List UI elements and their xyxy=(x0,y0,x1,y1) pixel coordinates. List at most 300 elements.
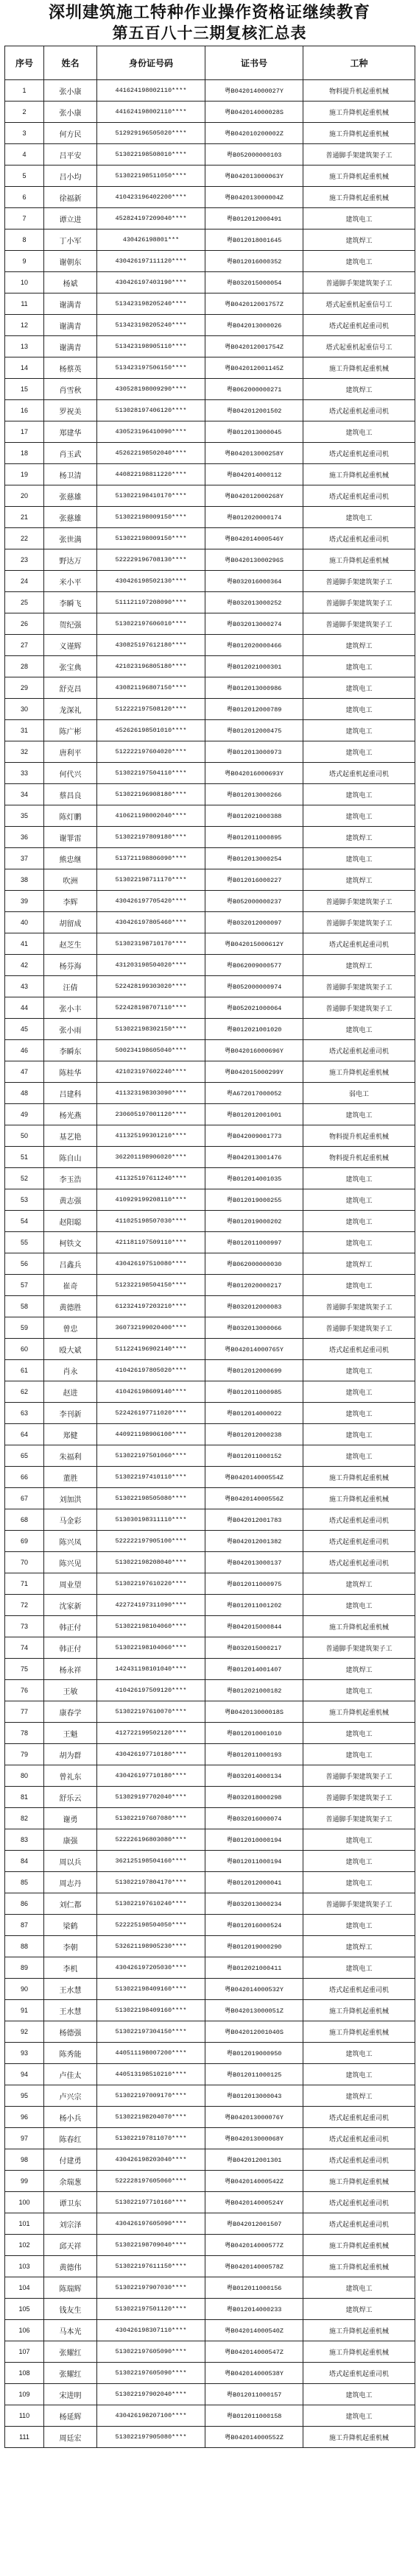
row-id-number: 430426197710180**** xyxy=(97,1744,205,1765)
row-trade: 塔式起重机起重司机 xyxy=(303,2192,415,2213)
row-trade: 建筑焊工 xyxy=(303,955,415,976)
row-cert-number: 粤B012011000985 xyxy=(205,1381,303,1403)
row-name: 崔奇 xyxy=(44,1275,97,1296)
row-name: 肖永 xyxy=(44,1360,97,1381)
row-trade: 建筑电工 xyxy=(303,1445,415,1467)
table-row xyxy=(5,2064,415,2085)
row-cert-number: 粤B012011001202 xyxy=(205,1595,303,1616)
row-id-number: 513022197610220**** xyxy=(97,1573,205,1595)
row-index: 12 xyxy=(5,315,44,336)
row-name: 黄德伟 xyxy=(44,2256,97,2277)
table-row xyxy=(5,123,415,144)
row-cert-number: 粤B012013000266 xyxy=(205,784,303,805)
row-name: 杨芬海 xyxy=(44,955,97,976)
row-index: 61 xyxy=(5,1360,44,1381)
row-cert-number: 粤B052000000103 xyxy=(205,144,303,166)
row-name: 吕建科 xyxy=(44,1083,97,1104)
row-name: 卢兴宗 xyxy=(44,2085,97,2107)
row-index: 74 xyxy=(5,1637,44,1659)
row-trade: 建筑焊工 xyxy=(303,230,415,251)
table-row xyxy=(5,2427,415,2448)
row-name: 张耀红 xyxy=(44,2363,97,2384)
row-index: 85 xyxy=(5,1872,44,1893)
row-trade: 建筑电工 xyxy=(303,656,415,677)
row-index: 37 xyxy=(5,848,44,869)
row-trade: 建筑焊工 xyxy=(303,379,415,400)
row-name: 王魁 xyxy=(44,1723,97,1744)
row-index: 70 xyxy=(5,1552,44,1573)
row-trade: 塔式起重机起重司机 xyxy=(303,933,415,955)
row-name: 丁小军 xyxy=(44,230,97,251)
table-row xyxy=(5,1147,415,1168)
row-index: 56 xyxy=(5,1253,44,1275)
row-name: 陈兴凤 xyxy=(44,1531,97,1552)
row-id-number: 430426197710180**** xyxy=(97,1765,205,1787)
table-row xyxy=(5,1744,415,1765)
row-id-number: 440921198906100**** xyxy=(97,1424,205,1445)
table-row xyxy=(5,400,415,421)
row-id-number: 410929199208110**** xyxy=(97,1189,205,1211)
row-id-number: 522428199303020**** xyxy=(97,976,205,997)
row-id-number: 513423198905110**** xyxy=(97,336,205,357)
table-row xyxy=(5,251,415,272)
row-id-number: 513022197907030**** xyxy=(97,2277,205,2299)
row-id-number: 513023198710170**** xyxy=(97,933,205,955)
row-id-number: 421023197602240**** xyxy=(97,1061,205,1083)
row-name: 韩正付 xyxy=(44,1616,97,1637)
row-cert-number: 粤B012014000022 xyxy=(205,1403,303,1424)
row-cert-number: 粤B042014000554Z xyxy=(205,1467,303,1488)
row-trade: 施工升降机起重机械 xyxy=(303,549,415,571)
row-name: 熊忠继 xyxy=(44,848,97,869)
row-cert-number: 粤B012016000352 xyxy=(205,251,303,272)
row-name: 蔡昌良 xyxy=(44,784,97,805)
table-row xyxy=(5,2043,415,2064)
row-id-number: 513022198009150**** xyxy=(97,507,205,528)
row-cert-number: 粤B042012001301 xyxy=(205,2149,303,2171)
table-row xyxy=(5,2171,415,2192)
row-cert-number: 粤B012019000202 xyxy=(205,1211,303,1232)
row-trade: 普通脚手架建筑架子工 xyxy=(303,613,415,635)
row-index: 44 xyxy=(5,997,44,1019)
row-name: 马金彩 xyxy=(44,1509,97,1531)
row-id-number: 412722199502120**** xyxy=(97,1723,205,1744)
row-cert-number: 粤B042012001754Z xyxy=(205,336,303,357)
row-cert-number: 粤B012011000156 xyxy=(205,2277,303,2299)
row-cert-number: 粤B012011000975 xyxy=(205,1573,303,1595)
row-name: 谢满青 xyxy=(44,315,97,336)
table-row xyxy=(5,485,415,507)
row-name: 赵进 xyxy=(44,1381,97,1403)
row-index: 62 xyxy=(5,1381,44,1403)
row-index: 59 xyxy=(5,1317,44,1339)
table-row xyxy=(5,443,415,464)
row-trade: 施工升降机起重机械 xyxy=(303,187,415,208)
row-cert-number: 粤B062009000577 xyxy=(205,955,303,976)
row-trade: 普通脚手架建筑架子工 xyxy=(303,1893,415,1915)
row-id-number: 430426197805460**** xyxy=(97,912,205,933)
row-id-number: 513022198302150**** xyxy=(97,1019,205,1040)
header-index: 序号 xyxy=(5,46,44,80)
row-name: 王水慧 xyxy=(44,1979,97,2000)
row-trade: 建筑电工 xyxy=(303,1019,415,1040)
row-cert-number: 粤B012011000158 xyxy=(205,2405,303,2427)
row-index: 36 xyxy=(5,827,44,848)
row-cert-number: 粤B012011000157 xyxy=(205,2384,303,2405)
row-index: 75 xyxy=(5,1659,44,1680)
row-index: 69 xyxy=(5,1531,44,1552)
row-trade: 物料提升机起重机械 xyxy=(303,1125,415,1147)
row-cert-number: 粤B042013000258Y xyxy=(205,443,303,464)
table-row xyxy=(5,1040,415,1061)
row-index: 48 xyxy=(5,1083,44,1104)
row-name: 张小丰 xyxy=(44,997,97,1019)
row-name: 曾忠 xyxy=(44,1317,97,1339)
table-row xyxy=(5,1317,415,1339)
table-row xyxy=(5,464,415,485)
row-name: 野达万 xyxy=(44,549,97,571)
row-name: 周业望 xyxy=(44,1573,97,1595)
row-name: 柯铁文 xyxy=(44,1232,97,1253)
table-row xyxy=(5,2213,415,2235)
row-index: 81 xyxy=(5,1787,44,1808)
row-cert-number: 粤B012019000290 xyxy=(205,1936,303,1957)
row-id-number: 430426198307110**** xyxy=(97,2320,205,2341)
row-name: 罗祝美 xyxy=(44,400,97,421)
row-name: 杨光燕 xyxy=(44,1104,97,1125)
row-id-number: 513022197811070**** xyxy=(97,2128,205,2149)
row-cert-number: 粤B042014000532Y xyxy=(205,1979,303,2000)
row-trade: 普通脚手架建筑架子工 xyxy=(303,1787,415,1808)
row-cert-number: 粤B042014000542Z xyxy=(205,2171,303,2192)
row-trade: 建筑电工 xyxy=(303,208,415,230)
row-index: 73 xyxy=(5,1616,44,1637)
row-index: 84 xyxy=(5,1851,44,1872)
row-name: 陈广彬 xyxy=(44,720,97,741)
row-name: 谢罪雷 xyxy=(44,827,97,848)
row-name: 李机 xyxy=(44,1957,97,1979)
row-id-number: 452824197209040**** xyxy=(97,208,205,230)
row-id-number: 430426197403190**** xyxy=(97,272,205,293)
table-row xyxy=(5,1467,415,1488)
document-title xyxy=(0,0,419,43)
row-trade: 塔式起重机起重司机 xyxy=(303,763,415,784)
row-index: 66 xyxy=(5,1467,44,1488)
row-name: 郑健 xyxy=(44,1424,97,1445)
row-id-number: 513022197501060**** xyxy=(97,1445,205,1467)
row-id-number: 513022198104060**** xyxy=(97,1637,205,1659)
row-id-number: 513721198806090**** xyxy=(97,848,205,869)
table-row xyxy=(5,336,415,357)
row-trade: 施工升降机起重机械 xyxy=(303,2256,415,2277)
row-name: 付建勇 xyxy=(44,2149,97,2171)
row-id-number: 513029197702040**** xyxy=(97,1787,205,1808)
table-row xyxy=(5,1488,415,1509)
row-id-number: 522222197905100**** xyxy=(97,1531,205,1552)
row-trade: 施工升降机起重机械 xyxy=(303,464,415,485)
row-index: 86 xyxy=(5,1893,44,1915)
row-index: 23 xyxy=(5,549,44,571)
row-index: 57 xyxy=(5,1275,44,1296)
row-index: 4 xyxy=(5,144,44,166)
row-cert-number: 粤B042012000268Y xyxy=(205,485,303,507)
table-row xyxy=(5,1595,415,1616)
table-row xyxy=(5,2256,415,2277)
row-trade: 塔式起重机起重司机 xyxy=(303,1509,415,1531)
row-cert-number: 粤B012014000233 xyxy=(205,2299,303,2320)
row-id-number: 513423198205240**** xyxy=(97,315,205,336)
title-line-2: 第五百八十三期复核汇总表 xyxy=(112,24,307,42)
table-row xyxy=(5,2341,415,2363)
row-name: 韩正付 xyxy=(44,1637,97,1659)
row-trade: 施工升降机起重机械 xyxy=(303,2341,415,2363)
row-cert-number: 粤B012021000411 xyxy=(205,1957,303,1979)
row-trade: 塔式起重机起重司机 xyxy=(303,400,415,421)
row-trade: 建筑电工 xyxy=(303,1403,415,1424)
row-cert-number: 粤B042014000546Y xyxy=(205,528,303,549)
row-index: 96 xyxy=(5,2107,44,2128)
row-trade: 施工升降机起重机械 xyxy=(303,2320,415,2341)
table-row xyxy=(5,2128,415,2149)
row-id-number: 513022198410170**** xyxy=(97,485,205,507)
table-row xyxy=(5,1445,415,1467)
row-index: 30 xyxy=(5,699,44,720)
row-cert-number: 粤B042014000524Y xyxy=(205,2192,303,2213)
row-trade: 建筑电工 xyxy=(303,1915,415,1936)
row-trade: 建筑电工 xyxy=(303,2277,415,2299)
table-row xyxy=(5,1211,415,1232)
table-row xyxy=(5,357,415,379)
table-row xyxy=(5,1019,415,1040)
row-cert-number: 粤B012020000174 xyxy=(205,507,303,528)
row-id-number: 430426197705420**** xyxy=(97,891,205,912)
row-trade: 普通脚手架建筑架子工 xyxy=(303,1765,415,1787)
row-id-number: 513022198709040**** xyxy=(97,2235,205,2256)
row-name: 何方民 xyxy=(44,123,97,144)
row-name: 龙深礼 xyxy=(44,699,97,720)
row-id-number: 513022198711170**** xyxy=(97,869,205,891)
row-cert-number: 粤B052000000237 xyxy=(205,891,303,912)
table-row xyxy=(5,1125,415,1147)
row-cert-number: 粤B012020000466 xyxy=(205,635,303,656)
row-cert-number: 粤B012013000045 xyxy=(205,421,303,443)
row-id-number: 500234198605040**** xyxy=(97,1040,205,1061)
row-cert-number: 粤B012011000125 xyxy=(205,2064,303,2085)
row-name: 王敏 xyxy=(44,1680,97,1701)
row-name: 李玉浩 xyxy=(44,1168,97,1189)
row-cert-number: 粤B042012001783 xyxy=(205,1509,303,1531)
table-row xyxy=(5,1851,415,1872)
row-cert-number: 粤B042013000051Z xyxy=(205,2000,303,2021)
row-id-number: 513022198409160**** xyxy=(97,1979,205,2000)
row-trade: 建筑电工 xyxy=(303,741,415,763)
row-cert-number: 粤B042013000004Z xyxy=(205,187,303,208)
row-id-number: 511121197208090**** xyxy=(97,592,205,613)
row-name: 吕鑫兵 xyxy=(44,1253,97,1275)
row-name: 杨延辉 xyxy=(44,2405,97,2427)
row-cert-number: 粤B012011000194 xyxy=(205,1851,303,1872)
row-index: 108 xyxy=(5,2363,44,2384)
row-id-number: 452622198502040**** xyxy=(97,443,205,464)
row-id-number: 513022198511050**** xyxy=(97,166,205,187)
row-cert-number: 粤B012012000491 xyxy=(205,208,303,230)
table-row xyxy=(5,891,415,912)
row-index: 110 xyxy=(5,2405,44,2427)
row-cert-number: 粤B042014000028S xyxy=(205,102,303,123)
row-cert-number: 粤B042014000552Z xyxy=(205,2427,303,2448)
row-trade: 建筑电工 xyxy=(303,1360,415,1381)
row-name: 梁鹤 xyxy=(44,1915,97,1936)
row-trade: 施工升降机起重机械 xyxy=(303,2021,415,2043)
row-index: 101 xyxy=(5,2213,44,2235)
row-index: 17 xyxy=(5,421,44,443)
row-id-number: 513028197406120**** xyxy=(97,400,205,421)
table-row xyxy=(5,1573,415,1595)
row-id-number: 513022197607080**** xyxy=(97,1808,205,1829)
row-trade: 建筑电工 xyxy=(303,677,415,699)
table-row xyxy=(5,955,415,976)
row-index: 51 xyxy=(5,1147,44,1168)
table-row xyxy=(5,1637,415,1659)
row-trade: 物料提升机起重机械 xyxy=(303,1147,415,1168)
row-trade: 塔式起重机起重司机 xyxy=(303,2107,415,2128)
row-cert-number: 粤B042014000577Z xyxy=(205,2235,303,2256)
row-cert-number: 粤B042013000063Y xyxy=(205,166,303,187)
row-cert-number: 粤B012020000217 xyxy=(205,1275,303,1296)
row-id-number: 411325197611240**** xyxy=(97,1168,205,1189)
row-trade: 建筑电工 xyxy=(303,1723,415,1744)
row-trade: 建筑焊工 xyxy=(303,635,415,656)
table-row xyxy=(5,1659,415,1680)
row-name: 黄志强 xyxy=(44,1189,97,1211)
row-id-number: 513423197506150**** xyxy=(97,357,205,379)
row-trade: 施工升降机起重机械 xyxy=(303,166,415,187)
row-index: 38 xyxy=(5,869,44,891)
row-name: 谭卫东 xyxy=(44,2192,97,2213)
row-id-number: 513030198311110**** xyxy=(97,1509,205,1531)
row-id-number: 513423198205240**** xyxy=(97,293,205,315)
table-row xyxy=(5,1061,415,1083)
table-row xyxy=(5,1701,415,1723)
table-row xyxy=(5,1083,415,1104)
row-id-number: 430825197612180**** xyxy=(97,635,205,656)
row-index: 20 xyxy=(5,485,44,507)
header-cert-number: 证书号 xyxy=(205,46,303,80)
table-row xyxy=(5,1680,415,1701)
row-trade: 建筑电工 xyxy=(303,1381,415,1403)
row-cert-number: 粤B012012000041 xyxy=(205,1872,303,1893)
row-id-number: 513022197605090**** xyxy=(97,2341,205,2363)
row-cert-number: 粤B012012000699 xyxy=(205,1360,303,1381)
row-trade: 塔式起重机起重司机 xyxy=(303,1531,415,1552)
row-index: 72 xyxy=(5,1595,44,1616)
row-trade: 建筑电工 xyxy=(303,848,415,869)
row-index: 32 xyxy=(5,741,44,763)
row-index: 18 xyxy=(5,443,44,464)
row-name: 刘加洪 xyxy=(44,1488,97,1509)
row-cert-number: 粤B012018001645 xyxy=(205,230,303,251)
row-trade: 塔式起重机起重信号工 xyxy=(303,336,415,357)
row-cert-number: 粤B012021000388 xyxy=(205,805,303,827)
row-cert-number: 粤B012012000789 xyxy=(205,699,303,720)
row-id-number: 513022197304150**** xyxy=(97,2021,205,2043)
row-index: 76 xyxy=(5,1680,44,1701)
row-index: 27 xyxy=(5,635,44,656)
row-name: 米小平 xyxy=(44,571,97,592)
row-index: 109 xyxy=(5,2384,44,2405)
row-cert-number: 粤B042016000696Y xyxy=(205,1040,303,1061)
row-name: 赵阳聪 xyxy=(44,1211,97,1232)
row-name: 董胜 xyxy=(44,1467,97,1488)
row-index: 16 xyxy=(5,400,44,421)
row-id-number: 513022198208040**** xyxy=(97,1552,205,1573)
row-id-number: 362125198504160**** xyxy=(97,1851,205,1872)
row-cert-number: 粤B042013000296S xyxy=(205,549,303,571)
row-name: 张世满 xyxy=(44,528,97,549)
table-header-row xyxy=(5,46,415,80)
row-id-number: 513022197410110**** xyxy=(97,1467,205,1488)
table-row xyxy=(5,187,415,208)
row-id-number: 410426197509120**** xyxy=(97,1680,205,1701)
row-name: 李辉 xyxy=(44,891,97,912)
table-row xyxy=(5,1893,415,1915)
row-index: 92 xyxy=(5,2021,44,2043)
row-trade: 建筑电工 xyxy=(303,699,415,720)
table-row xyxy=(5,1253,415,1275)
row-cert-number: 粤B012016000227 xyxy=(205,869,303,891)
row-index: 40 xyxy=(5,912,44,933)
row-cert-number: 粤B012010001010 xyxy=(205,1723,303,1744)
row-cert-number: 粤A672017000052 xyxy=(205,1083,303,1104)
row-trade: 建筑焊工 xyxy=(303,2085,415,2107)
table-row xyxy=(5,933,415,955)
row-id-number: 142431198101040**** xyxy=(97,1659,205,1680)
row-cert-number: 粤B052021000064 xyxy=(205,997,303,1019)
row-name: 吕小均 xyxy=(44,166,97,187)
row-id-number: 512322198504150**** xyxy=(97,1275,205,1296)
table-row xyxy=(5,1168,415,1189)
row-cert-number: 粤B042015000844 xyxy=(205,1616,303,1637)
row-id-number: 441624198002110**** xyxy=(97,80,205,102)
row-id-number: 430426197205030**** xyxy=(97,1957,205,1979)
row-id-number: 430426198801*** xyxy=(97,230,205,251)
table-row xyxy=(5,635,415,656)
row-trade: 建筑电工 xyxy=(303,805,415,827)
row-id-number: 360732199020400**** xyxy=(97,1317,205,1339)
row-id-number: 421023196805180**** xyxy=(97,656,205,677)
row-trade: 塔式起重机起重司机 xyxy=(303,528,415,549)
row-name: 陈秀能 xyxy=(44,2043,97,2064)
table-row xyxy=(5,2021,415,2043)
row-id-number: 522428198707110**** xyxy=(97,997,205,1019)
row-id-number: 513022197902040**** xyxy=(97,2384,205,2405)
row-cert-number: 粤B042014000027Y xyxy=(205,80,303,102)
row-name: 李刊新 xyxy=(44,1403,97,1424)
row-name: 谭立进 xyxy=(44,208,97,230)
row-name: 谢满青 xyxy=(44,293,97,315)
table-row xyxy=(5,2235,415,2256)
row-cert-number: 粤B042016000693Y xyxy=(205,763,303,784)
row-id-number: 512929196505020**** xyxy=(97,123,205,144)
table-row xyxy=(5,1381,415,1403)
row-name: 刘宗泽 xyxy=(44,2213,97,2235)
row-id-number: 513022198009150**** xyxy=(97,528,205,549)
row-trade: 施工升降机起重机械 xyxy=(303,357,415,379)
table-row xyxy=(5,1765,415,1787)
row-cert-number: 粤B042010200002Z xyxy=(205,123,303,144)
row-cert-number: 粤B012011000997 xyxy=(205,1232,303,1253)
row-index: 28 xyxy=(5,656,44,677)
